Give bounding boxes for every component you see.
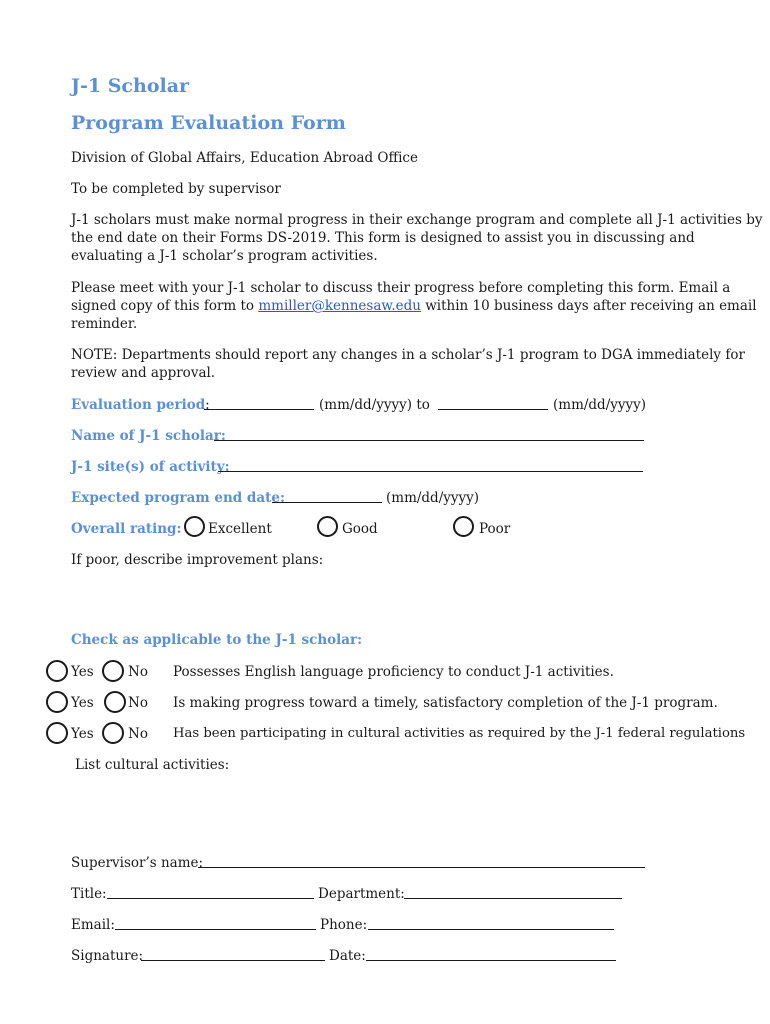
intro-para1-line1: J-1 scholars must make normal progress in their exchange program and complete all J-1 activities by — [71, 212, 763, 228]
intro-para2-line1: Please meet with your J-1 scholar to discuss their progress before completing this form. Email a — [71, 280, 731, 296]
scholar-name-label: Name of J-1 scholar: — [71, 428, 226, 444]
phone-label: Phone: — [320, 917, 368, 933]
intro-para1-line2: the end date on their Forms DS-2019. This form is designed to assist you in discussing and — [71, 230, 695, 246]
signature-label: Signature: — [71, 948, 144, 964]
rating-excellent-radio[interactable] — [184, 516, 205, 537]
date-field[interactable] — [366, 960, 616, 961]
scholar-name-field[interactable] — [214, 440, 644, 441]
item1-yes-radio[interactable] — [46, 660, 68, 682]
email-link[interactable]: mmiller@kennesaw.edu — [258, 298, 421, 314]
intro-para2-post: within 10 business days after receiving an email — [420, 298, 757, 314]
rating-good-label: Good — [342, 521, 378, 537]
title-label: Title: — [71, 886, 107, 902]
department-label: Department: — [318, 886, 405, 902]
signature-field[interactable] — [141, 960, 325, 961]
sites-field[interactable] — [218, 471, 643, 472]
item3-yes-label: Yes — [71, 726, 94, 742]
intro-para1-line3: evaluating a J-1 scholar’s program activities. — [71, 248, 378, 264]
checklist-item-1: Possesses English language proficiency to conduct J-1 activities. — [173, 664, 614, 680]
rating-poor-radio[interactable] — [453, 516, 474, 537]
email-field[interactable] — [115, 929, 316, 930]
checklist-item-2: Is making progress toward a timely, satisfactory completion of the J-1 program. — [173, 695, 718, 711]
intro-para2-line2 — [71, 297, 757, 315]
intro-para2-pre: signed copy of this form to — [71, 298, 259, 314]
end-date-format-hint: (mm/dd/yyyy) — [386, 490, 480, 506]
item3-yes-radio[interactable] — [46, 722, 68, 744]
evaluation-start-field[interactable] — [204, 409, 314, 410]
supervisor-name-field[interactable] — [198, 867, 645, 868]
poor-improvement-prompt: If poor, describe improvement plans: — [71, 552, 324, 568]
checklist-item-3: Has been participating in cultural activities as required by the J-1 federal regulations — [173, 726, 746, 741]
item2-no-radio[interactable] — [104, 691, 126, 713]
date-format-hint-2: (mm/dd/yyyy) — [553, 397, 647, 413]
item2-yes-radio[interactable] — [46, 691, 68, 713]
supervisor-name-label: Supervisor’s name: — [71, 855, 204, 871]
note-line1: NOTE: Departments should report any changes in a scholar’s J-1 program to DGA immediately for — [71, 347, 745, 363]
intro-para2-line3: reminder. — [71, 316, 138, 332]
evaluation-end-field[interactable] — [438, 409, 548, 410]
end-date-field[interactable] — [272, 502, 382, 503]
rating-good-radio[interactable] — [317, 516, 338, 537]
item2-no-label: No — [128, 695, 148, 711]
rating-poor-label: Poor — [479, 521, 511, 537]
title-field[interactable] — [107, 898, 314, 899]
checklist-heading: Check as applicable to the J-1 scholar: — [71, 632, 363, 648]
office-name: Division of Global Affairs, Education Abroad Office — [71, 150, 418, 166]
form-title-line1: J-1 Scholar — [71, 75, 190, 97]
item1-yes-label: Yes — [71, 664, 94, 680]
evaluation-period-colon: : — [205, 397, 210, 413]
rating-excellent-label: Excellent — [208, 521, 272, 537]
phone-field[interactable] — [368, 929, 614, 930]
date-format-hint-1: (mm/dd/yyyy) to — [319, 397, 430, 413]
form-title-line2: Program Evaluation Form — [71, 112, 346, 134]
item1-no-radio[interactable] — [102, 660, 124, 682]
cultural-activities-prompt: List cultural activities: — [75, 757, 230, 773]
email-label: Email: — [71, 917, 115, 933]
end-date-label: Expected program end date: — [71, 490, 285, 506]
sites-label: J-1 site(s) of activity: — [71, 459, 230, 475]
evaluation-period-label: Evaluation period — [71, 397, 206, 413]
item2-yes-label: Yes — [71, 695, 94, 711]
item1-no-label: No — [128, 664, 148, 680]
rating-label: Overall rating: — [71, 521, 182, 537]
completed-by-text: To be completed by supervisor — [71, 181, 281, 197]
item3-no-label: No — [128, 726, 148, 742]
date-label: Date: — [329, 948, 366, 964]
department-field[interactable] — [404, 898, 622, 899]
evaluation-period-row — [71, 396, 210, 414]
note-line2: review and approval. — [71, 365, 216, 381]
item3-no-radio[interactable] — [102, 722, 124, 744]
